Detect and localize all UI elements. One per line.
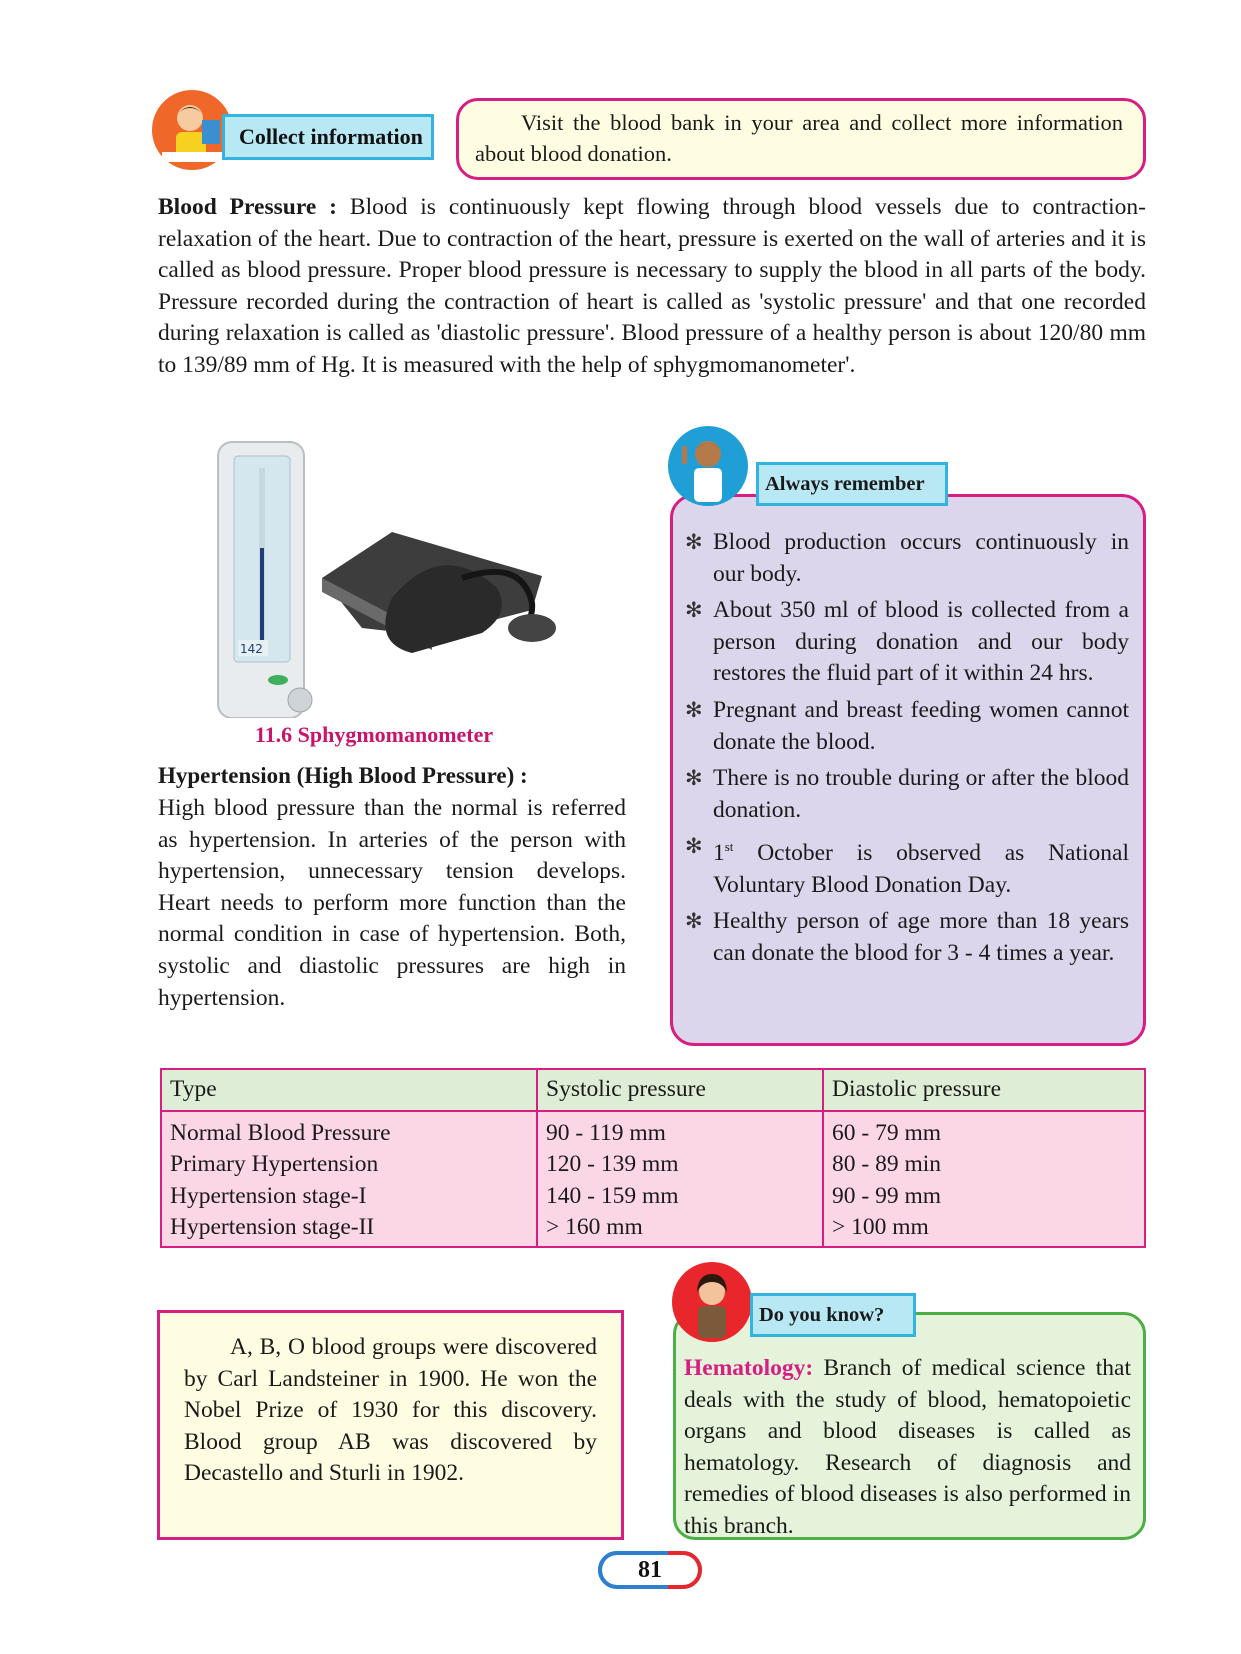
collect-information-box xyxy=(456,98,1146,180)
blood-pressure-paragraph xyxy=(158,192,1146,382)
hematology-text: Branch of medical science that deals with the study of blood, hematopoietic organs and blood diseases is called as hematology. Research of diagnosis and remedies of blood diseases is also performed in this branch. xyxy=(684,1355,1131,1539)
do-you-know-label: Do you know? xyxy=(750,1293,916,1337)
table-row xyxy=(161,1111,1145,1247)
type-column: Normal Blood Pressure Primary Hypertension Hypertension stage-I Hypertension stage-II xyxy=(161,1111,537,1247)
table-header-cell: Diastolic pressure xyxy=(823,1069,1145,1111)
boy-teacher-icon xyxy=(668,426,748,506)
abo-blood-group-box xyxy=(157,1310,624,1540)
diastolic-column: 60 - 79 mm 80 - 89 min 90 - 99 mm > 100 mm xyxy=(823,1111,1145,1247)
do-you-know-box xyxy=(673,1312,1146,1540)
blood-pressure-text: Blood is continuously kept flowing through blood vessels due to contraction-relaxation of the heart. Due to contraction of the heart, pressure is exerted on the wall of arteries and it is called as blood pressure. Proper blood pressure is necessary to supply the blood in all parts of the body. Pressure recorded during the contraction of heart is called as 'systolic pressure' and that one recorded during relaxation is called as 'diastolic pressure'. Blood pressure of a healthy person is about 120/80 mm to 139/89 mm of Hg. It is measured with the help of sphygmomanometer'. xyxy=(158,194,1146,378)
abo-text: A, B, O blood groups were discovered by Carl Landsteiner in 1900. He won the Nobel Prize of 1930 for this discovery. Blood group AB was discovered by Decastello and Sturli in 1902. xyxy=(184,1334,597,1487)
remember-item: ✻ There is no trouble during or after the blood donation. xyxy=(685,763,1129,826)
bullet-star-icon: ✻ xyxy=(685,530,703,554)
bullet-star-icon: ✻ xyxy=(685,766,703,791)
bullet-star-icon: ✻ xyxy=(685,697,703,722)
systolic-column: 90 - 119 mm 120 - 139 mm 140 - 159 mm > 160 mm xyxy=(537,1111,823,1247)
table-header-cell: Type xyxy=(161,1069,537,1111)
remember-item: ✻ About 350 ml of blood is collected from a person during donation and our body restores the fluid part of it within 24 hrs. xyxy=(685,595,1129,690)
collect-information-text: Visit the blood bank in your area and collect more information about blood donation. xyxy=(475,110,1123,166)
hypertension-text: High blood pressure than the normal is referred as hypertension. In arteries of the person with hypertension, unnecessary tension develops. Heart needs to perform more function than the normal condition in case of hypertension. Both, systolic and diastolic pressures are high in hypertension. xyxy=(158,795,626,1011)
remember-item: ✻ Pregnant and breast feeding women cannot donate the blood. xyxy=(685,695,1129,758)
girl-thinking-icon xyxy=(672,1262,752,1342)
collect-information-label: Collect information xyxy=(222,114,434,160)
hypertension-title: Hypertension (High Blood Pressure) : xyxy=(158,763,528,788)
remember-item: ✻ 1st October is observed as National Voluntary Blood Donation Day. xyxy=(685,831,1129,901)
page-number: 81 xyxy=(638,1557,662,1583)
hematology-term: Hematology: xyxy=(684,1355,814,1381)
table-header-cell: Systolic pressure xyxy=(537,1069,823,1111)
blood-pressure-table xyxy=(160,1068,1146,1248)
sphygmomanometer-image xyxy=(212,428,592,718)
always-remember-label: Always remember xyxy=(756,462,948,506)
figure-caption: 11.6 Sphygmomanometer xyxy=(254,722,494,747)
remember-item: ✻ Blood production occurs continuously in our body. xyxy=(685,527,1129,590)
bullet-star-icon: ✻ xyxy=(685,909,703,934)
remember-item: ✻ Healthy person of age more than 18 years can donate the blood for 3 - 4 times a year. xyxy=(685,906,1129,969)
display-reading: 142 xyxy=(240,642,263,656)
always-remember-box xyxy=(670,494,1146,1046)
bullet-star-icon: ✻ xyxy=(685,598,703,623)
student-reading-icon xyxy=(152,90,232,170)
blood-pressure-term: Blood Pressure : xyxy=(158,194,337,220)
bullet-star-icon: ✻ xyxy=(685,834,703,859)
table-header-row xyxy=(161,1069,1145,1111)
